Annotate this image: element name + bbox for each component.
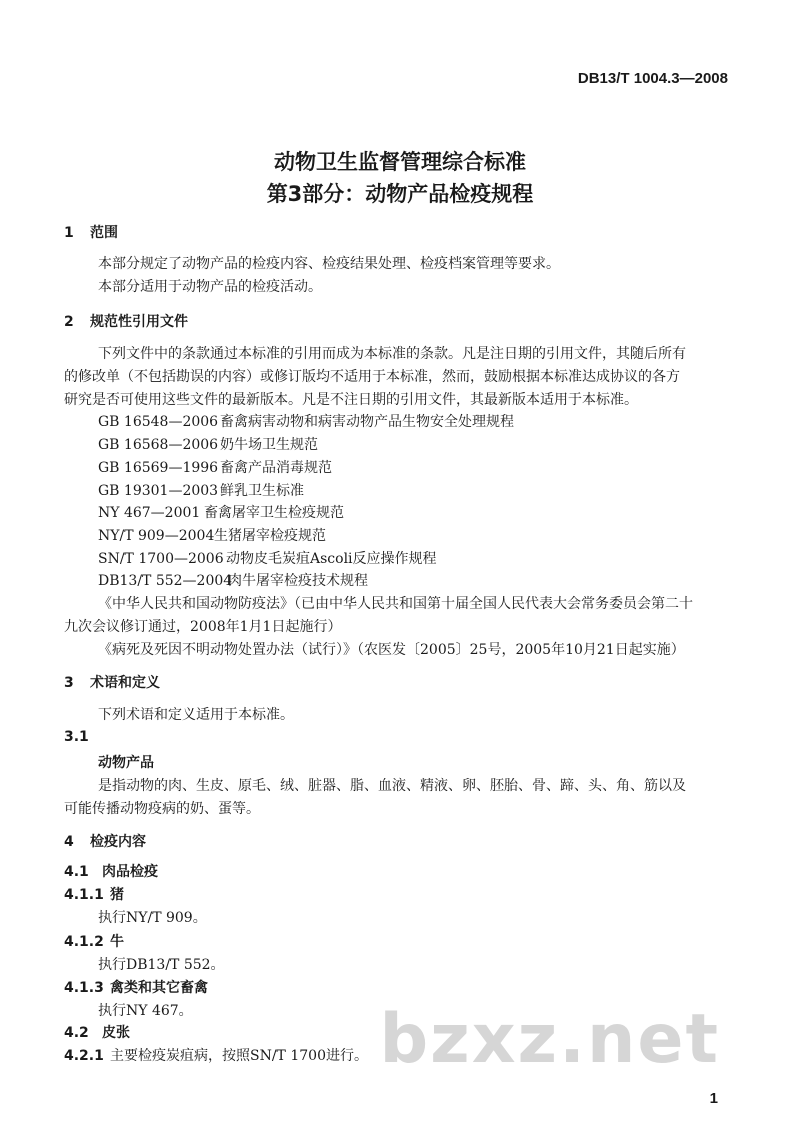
clause-number: 4.2.1 bbox=[64, 1048, 104, 1064]
subsection-heading bbox=[64, 1022, 130, 1042]
reference-title: 奶牛场卫生规范 bbox=[220, 437, 318, 453]
section-1-heading bbox=[64, 222, 118, 242]
section-number: 2 bbox=[64, 314, 74, 330]
reference-title: 畜禽病害动物和病害动物产品生物安全处理规程 bbox=[220, 414, 514, 430]
law-reference: 《病死及死因不明动物处置办法（试行）》（农医发〔2005〕25号，2005年10月21日起实施） bbox=[98, 642, 685, 658]
paragraph: 本部分规定了动物产品的检疫内容、检疫结果处理、检疫档案管理等要求。 bbox=[98, 256, 560, 272]
subsection-heading bbox=[64, 931, 124, 951]
definition: 可能传播动物疫病的奶、蛋等。 bbox=[64, 801, 260, 817]
paragraph: 执行NY/T 909。 bbox=[98, 910, 207, 926]
subsection-heading bbox=[64, 861, 158, 881]
document-title: 动物卫生监督管理综合标准 bbox=[274, 150, 526, 174]
reference-item bbox=[98, 480, 304, 500]
paragraph: 的修改单（不包括勘误的内容）或修订版均不适用于本标准，然而，鼓励根据本标准达成协议的各方 bbox=[64, 369, 680, 385]
subsection-number: 4.1 bbox=[64, 864, 89, 880]
reference-code: SN/T 1700—2006 bbox=[98, 551, 224, 567]
watermark: bzxz.net bbox=[379, 1000, 720, 1079]
reference-code: DB13/T 552—2004 bbox=[98, 573, 233, 589]
paragraph: 本部分适用于动物产品的检疫活动。 bbox=[98, 279, 322, 295]
reference-item bbox=[98, 570, 368, 590]
law-reference: 九次会议修订通过，2008年1月1日起施行） bbox=[64, 619, 342, 635]
reference-item bbox=[98, 525, 326, 545]
subsection-heading bbox=[64, 977, 208, 997]
reference-code: GB 19301—2003 bbox=[98, 483, 219, 499]
subsection-number: 4.1.3 bbox=[64, 980, 104, 996]
section-title: 检疫内容 bbox=[90, 834, 146, 850]
reference-item bbox=[98, 457, 332, 477]
reference-item bbox=[98, 434, 318, 454]
paragraph: 研究是否可使用这些文件的最新版本。凡是不注日期的引用文件，其最新版本适用于本标准。 bbox=[64, 392, 638, 408]
reference-title: 畜禽产品消毒规范 bbox=[220, 460, 332, 476]
term: 动物产品 bbox=[98, 755, 154, 771]
subsection-title: 皮张 bbox=[102, 1025, 130, 1041]
reference-code: NY 467—2001 bbox=[98, 505, 201, 521]
subsection-number: 4.1.1 bbox=[64, 887, 104, 903]
definition: 是指动物的肉、生皮、原毛、绒、脏器、脂、血液、精液、卵、胚胎、骨、蹄、头、角、筋以及 bbox=[98, 778, 686, 794]
reference-code: GB 16569—1996 bbox=[98, 460, 219, 476]
paragraph: 执行NY 467。 bbox=[98, 1003, 193, 1019]
reference-code: GB 16548—2006 bbox=[98, 414, 219, 430]
paragraph: 下列文件中的条款通过本标准的引用而成为本标准的条款。凡是注日期的引用文件，其随后所有 bbox=[98, 346, 686, 362]
subsection-title: 肉品检疫 bbox=[102, 864, 158, 880]
document-subtitle: 第3部分：动物产品检疫规程 bbox=[266, 182, 534, 206]
section-title: 范围 bbox=[90, 225, 118, 241]
section-3-heading bbox=[64, 672, 160, 692]
section-number: 1 bbox=[64, 225, 74, 241]
subsection-heading bbox=[64, 884, 124, 904]
reference-item bbox=[98, 411, 514, 431]
section-2-heading bbox=[64, 311, 188, 331]
paragraph bbox=[64, 1045, 368, 1065]
subsection-number: 4.1.2 bbox=[64, 934, 104, 950]
reference-item bbox=[98, 502, 344, 522]
reference-code: NY/T 909—2004 bbox=[98, 528, 215, 544]
clause-number: 3.1 bbox=[64, 729, 89, 745]
reference-title: 动物皮毛炭疽Ascoli反应操作规程 bbox=[226, 551, 437, 567]
paragraph: 执行DB13/T 552。 bbox=[98, 957, 225, 973]
section-number: 3 bbox=[64, 675, 74, 691]
reference-item bbox=[98, 548, 437, 568]
subsection-title: 牛 bbox=[110, 934, 124, 950]
subsection-number: 4.2 bbox=[64, 1025, 89, 1041]
section-number: 4 bbox=[64, 834, 74, 850]
reference-title: 鲜乳卫生标准 bbox=[220, 483, 304, 499]
subsection-title: 猪 bbox=[110, 887, 124, 903]
section-title: 术语和定义 bbox=[90, 675, 160, 691]
paragraph: 下列术语和定义适用于本标准。 bbox=[98, 707, 294, 723]
reference-title: 畜禽屠宰卫生检疫规范 bbox=[204, 505, 344, 521]
reference-code: GB 16568—2006 bbox=[98, 437, 219, 453]
law-reference: 《中华人民共和国动物防疫法》（已由中华人民共和国第十届全国人民代表大会常务委员会第二十 bbox=[98, 596, 693, 612]
reference-title: 肉牛屠宰检疫技术规程 bbox=[228, 573, 368, 589]
section-4-heading bbox=[64, 831, 146, 851]
standard-code: DB13/T 1004.3—2008 bbox=[577, 70, 728, 87]
reference-title: 生猪屠宰检疫规范 bbox=[214, 528, 326, 544]
subsection-title: 禽类和其它畜禽 bbox=[110, 980, 208, 996]
clause-text: 主要检疫炭疽病，按照SN/T 1700进行。 bbox=[110, 1048, 368, 1064]
section-title: 规范性引用文件 bbox=[90, 314, 188, 330]
page-number: 1 bbox=[709, 1090, 718, 1107]
